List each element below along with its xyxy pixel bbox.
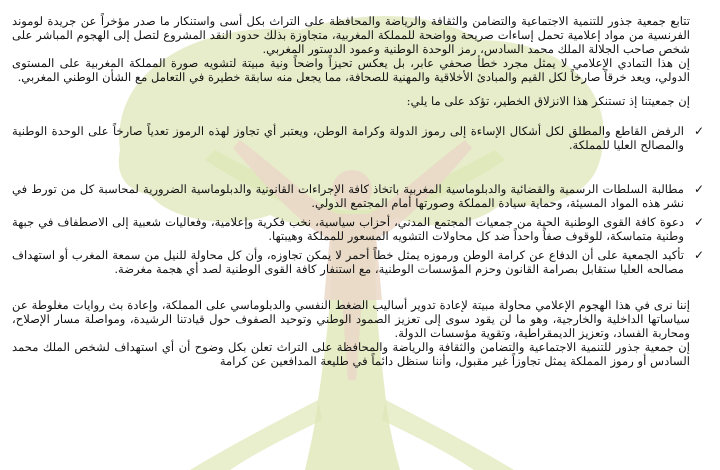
list-item-text: الرفض القاطع والمطلق لكل أشكال الإساءة إلى رموز الدولة وكرامة الوطن، ويعتبر أي تجاوز لهذه الرموز تعدياً صارخاً على الوحدة الوطنية والمصالح العليا للمملكة. bbox=[12, 124, 684, 152]
statement-paragraph-2: إن هذا التمادي الإعلامي لا يمثل مجرد خطأ صحفي عابر، بل يعكس تحيزاً واضحاً ونية مبيتة لتشويه صورة المملكة المغربية على المستوى الدولي، ويعد خرقاً صارخاً لكل القيم والمبادئ الأخلاقية والمهنية للصحافة، مما يجعل منه سابقة خطيرة في التعامل مع الشأن الوطني المغربي. bbox=[12, 56, 690, 84]
statement-intro: إن جمعيتنا إذ تستنكر هذا الانزلاق الخطير، تؤكد على ما يلي: bbox=[406, 94, 690, 108]
statement-closing-1: إننا نرى في هذا الهجوم الإعلامي محاولة مبيتة لإعادة تدوير أساليب الضغط النفسي والدبلوماسي على المملكة، وإعادة بث روايات مغلوطة عن سياساتها الداخلية والخارجية، وهو ما لن يقود سوى إلى تعزيز الصمود الوطني وتوحيد الصفوف حول قيادتنا الرشيدة، ومواصلة مسار الإصلاح، ومحاربة الفساد، وتعزيز الديمقراطية، وتقوية مؤسسات الدولة. bbox=[12, 298, 690, 340]
checkmark-icon: ✓ bbox=[693, 182, 704, 196]
press-statement-page bbox=[12, 6, 706, 470]
checkmark-icon: ✓ bbox=[693, 124, 704, 138]
list-item bbox=[12, 248, 706, 276]
list-item bbox=[12, 124, 706, 152]
list-item-text: تأكيد الجمعية على أن الدفاع عن كرامة الوطن ورموزه يمثل خطاً أحمر لا يمكن تجاوزه، وأن كل محاولة للنيل من سمعة المغرب أو استهداف مصالحه العليا ستقابل بصرامة القانون وحزم المؤسسات الوطنية، مع استنفار كافة القوى الوطنية لصد أي هجمة مغرضة. bbox=[12, 248, 684, 276]
checkmark-icon: ✓ bbox=[693, 215, 704, 229]
list-item-text: دعوة كافة القوى الوطنية الحية من جمعيات المجتمع المدني، أحزاب سياسية، نخب فكرية وإعلامية، وفعاليات شعبية إلى الاصطفاف في جبهة وطنية متماسكة، للوقوف صفاً واحداً ضد كل محاولات التشويه المسعور للمملكة وهيبتها. bbox=[12, 215, 684, 243]
list-item bbox=[12, 182, 706, 210]
statement-closing-2: إن جمعية جذور للتنمية الاجتماعية والتضامن والثقافة والرياضة والمحافظة على التراث تعلن بكل وضوح أن أي استهداف لشخص الملك محمد السادس أو رموز المملكة يمثل تجاوزاً غير مقبول، وأننا سنظل دائماً في طليعة المدافعين عن كرامة bbox=[12, 340, 690, 368]
list-item-text: مطالبة السلطات الرسمية والقضائية والدبلوماسية المغربية باتخاذ كافة الإجراءات القانونية والدبلوماسية الضرورية لمحاسبة كل من تورط في نشر هذه المواد المسيئة، وحماية سيادة المملكة وصورتها أمام المجتمع الدولي. bbox=[12, 182, 684, 210]
demands-list bbox=[12, 124, 706, 276]
checkmark-icon: ✓ bbox=[693, 248, 704, 262]
statement-paragraph-1: تتابع جمعية جذور للتنمية الاجتماعية والتضامن والثقافة والرياضة والمحافظة على التراث بكل أسى واستنكار ما صدر مؤخراً عن جريدة لوموند الفرنسية من مواد إعلامية تحمل إساءات صريحة وواضحة للمملكة المغربية، متجاوزة بذلك حدود النقد المشروع لتصل إلى الهجوم المباشر على شخص صاحب الجلالة الملك محمد السادس، رمز الوحدة الوطنية وعمود الدستور المغربي. bbox=[12, 14, 690, 56]
list-item bbox=[12, 215, 706, 243]
